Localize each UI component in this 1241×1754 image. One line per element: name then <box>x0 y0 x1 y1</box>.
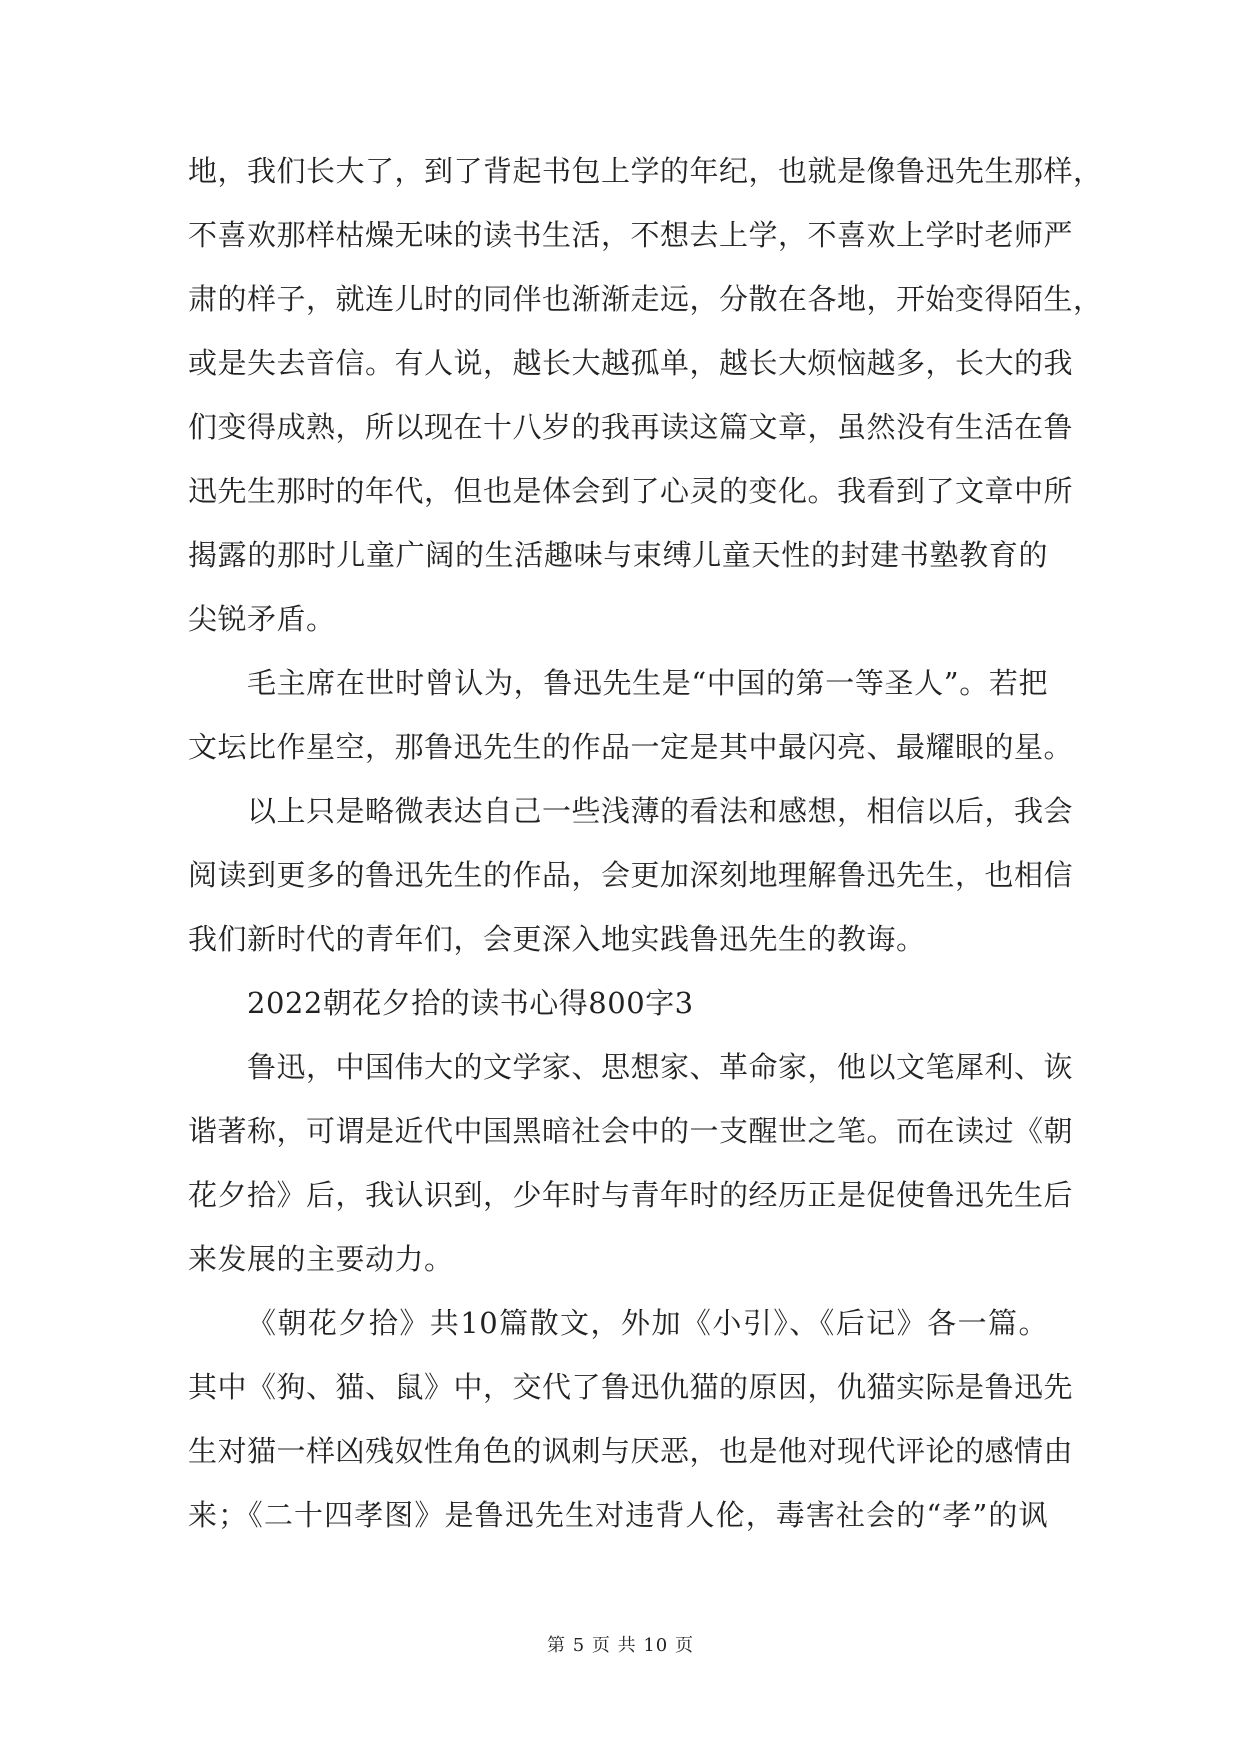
paragraph-4-line-1: 鲁迅，中国伟大的文学家、思想家、革命家，他以文笔犀利、诙 <box>247 1050 1074 1084</box>
paragraph-3-line-1: 以上只是略微表达自己一些浅薄的看法和感想，相信以后，我会 <box>247 794 1074 828</box>
paragraph-1-line-8: 尖锐矛盾。 <box>188 602 336 636</box>
paragraph-5-line-3: 生对猫一样凶残奴性角色的讽刺与厌恶，也是他对现代评论的感情由 <box>188 1434 1074 1468</box>
paragraph-1-line-2: 不喜欢那样枯燥无味的读书生活，不想去上学，不喜欢上学时老师严 <box>188 218 1074 252</box>
paragraph-5-line-1: 《朝花夕拾》共10篇散文，外加《小引》、《后记》各一篇。 <box>247 1306 1048 1340</box>
paragraph-5-line-4: 来；《二十四孝图》是鲁迅先生对违背人伦，毒害社会的“孝”的讽 <box>188 1498 1048 1532</box>
paragraph-3-line-2: 阅读到更多的鲁迅先生的作品，会更加深刻地理解鲁迅先生，也相信 <box>188 858 1074 892</box>
paragraph-1-line-7: 揭露的那时儿童广阔的生活趣味与束缚儿童天性的封建书塾教育的 <box>188 538 1048 572</box>
paragraph-1-line-3: 肃的样子，就连儿时的同伴也渐渐走远，分散在各地，开始变得陌生， <box>188 282 1103 316</box>
paragraph-2-line-2: 文坛比作星空，那鲁迅先生的作品一定是其中最闪亮、最耀眼的星。 <box>188 730 1074 764</box>
section-heading: 2022朝花夕拾的读书心得800字3 <box>247 986 694 1020</box>
paragraph-4-line-3: 花夕拾》后，我认识到，少年时与青年时的经历正是促使鲁迅先生后 <box>188 1178 1074 1212</box>
paragraph-1-line-1: 地，我们长大了，到了背起书包上学的年纪，也就是像鲁迅先生那样， <box>188 154 1103 188</box>
paragraph-5-line-2: 其中《狗、猫、鼠》中，交代了鲁迅仇猫的原因，仇猫实际是鲁迅先 <box>188 1370 1074 1404</box>
paragraph-4-line-4: 来发展的主要动力。 <box>188 1242 454 1276</box>
paragraph-4-line-2: 谐著称，可谓是近代中国黑暗社会中的一支醒世之笔。而在读过《朝 <box>188 1114 1074 1148</box>
paragraph-1-line-6: 迅先生那时的年代，但也是体会到了心灵的变化。我看到了文章中所 <box>188 474 1074 508</box>
paragraph-1-line-4: 或是失去音信。有人说，越长大越孤单，越长大烦恼越多，长大的我 <box>188 346 1074 380</box>
paragraph-2-line-1: 毛主席在世时曾认为，鲁迅先生是“中国的第一等圣人”。若把 <box>247 666 1048 700</box>
paragraph-1-line-5: 们变得成熟，所以现在十八岁的我再读这篇文章，虽然没有生活在鲁 <box>188 410 1074 444</box>
page-number-footer: 第 5 页 共 10 页 <box>547 1635 694 1656</box>
paragraph-3-line-3: 我们新时代的青年们，会更深入地实践鲁迅先生的教诲。 <box>188 922 926 956</box>
